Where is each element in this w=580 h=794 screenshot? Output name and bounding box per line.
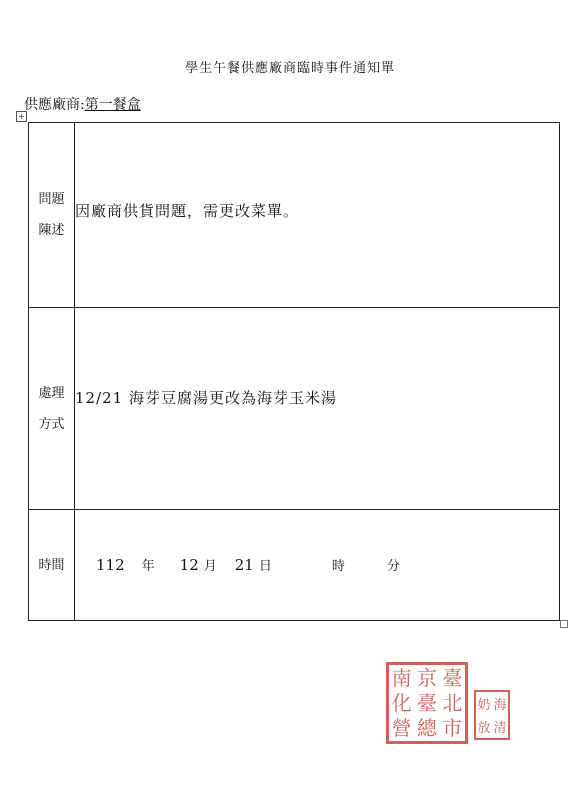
seal-glyph: 海 [493,698,507,713]
time-fields [75,555,559,574]
hour-unit: 時 [331,558,345,574]
seal-glyph: 南 [391,665,412,690]
seal-glyph: 化 [391,690,412,715]
table-resize-handle[interactable] [560,620,568,628]
method-label-line2: 方式 [38,416,65,432]
seal-glyph: 清 [493,721,507,736]
issue-label [29,123,75,308]
seal-glyph: 放 [477,721,491,736]
time-cell[interactable] [75,510,560,621]
month-value: 12 [179,555,199,574]
seal-glyph: 營 [391,716,412,741]
seal-glyph: 市 [442,716,463,741]
month-unit: 月 [203,558,217,574]
seal-glyph: 奶 [477,698,491,713]
large-seal-stamp [386,662,468,744]
seal-glyph: 京 [416,665,437,690]
vendor-line [24,94,141,114]
document-title: 學生午餐供應廠商臨時事件通知單 [184,61,395,76]
minute-unit: 分 [386,558,400,574]
year-unit: 年 [141,558,155,574]
day-unit: 日 [258,558,272,574]
method-text: 12/21 海芽豆腐湯更改為海芽玉米湯 [75,389,337,407]
seal-glyph: 臺 [442,665,463,690]
small-seal-stamp [474,690,510,740]
vendor-name: 第一餐盒 [84,97,141,113]
method-cell[interactable] [75,308,560,510]
issue-text: 因廠商供貨問題，需更改菜單。 [75,201,300,220]
method-label-line1: 處理 [38,385,65,401]
issue-row [29,123,560,308]
official-seal [386,660,514,750]
seal-glyph: 臺 [416,690,437,715]
issue-label-line1: 問題 [38,192,65,207]
vendor-label: 供應廠商: [24,97,85,113]
seal-glyph: 總 [416,716,437,741]
method-row [29,308,560,510]
seal-glyph: 北 [442,690,463,715]
day-value: 21 [234,555,254,574]
notice-table [28,122,560,621]
time-label: 時間 [29,510,75,621]
table-move-handle-icon[interactable]: + [16,111,27,122]
year-value: 112 [96,555,125,574]
issue-label-line2: 陳述 [38,223,65,238]
method-label [29,308,75,510]
time-row [29,510,560,621]
issue-cell[interactable] [75,123,560,308]
